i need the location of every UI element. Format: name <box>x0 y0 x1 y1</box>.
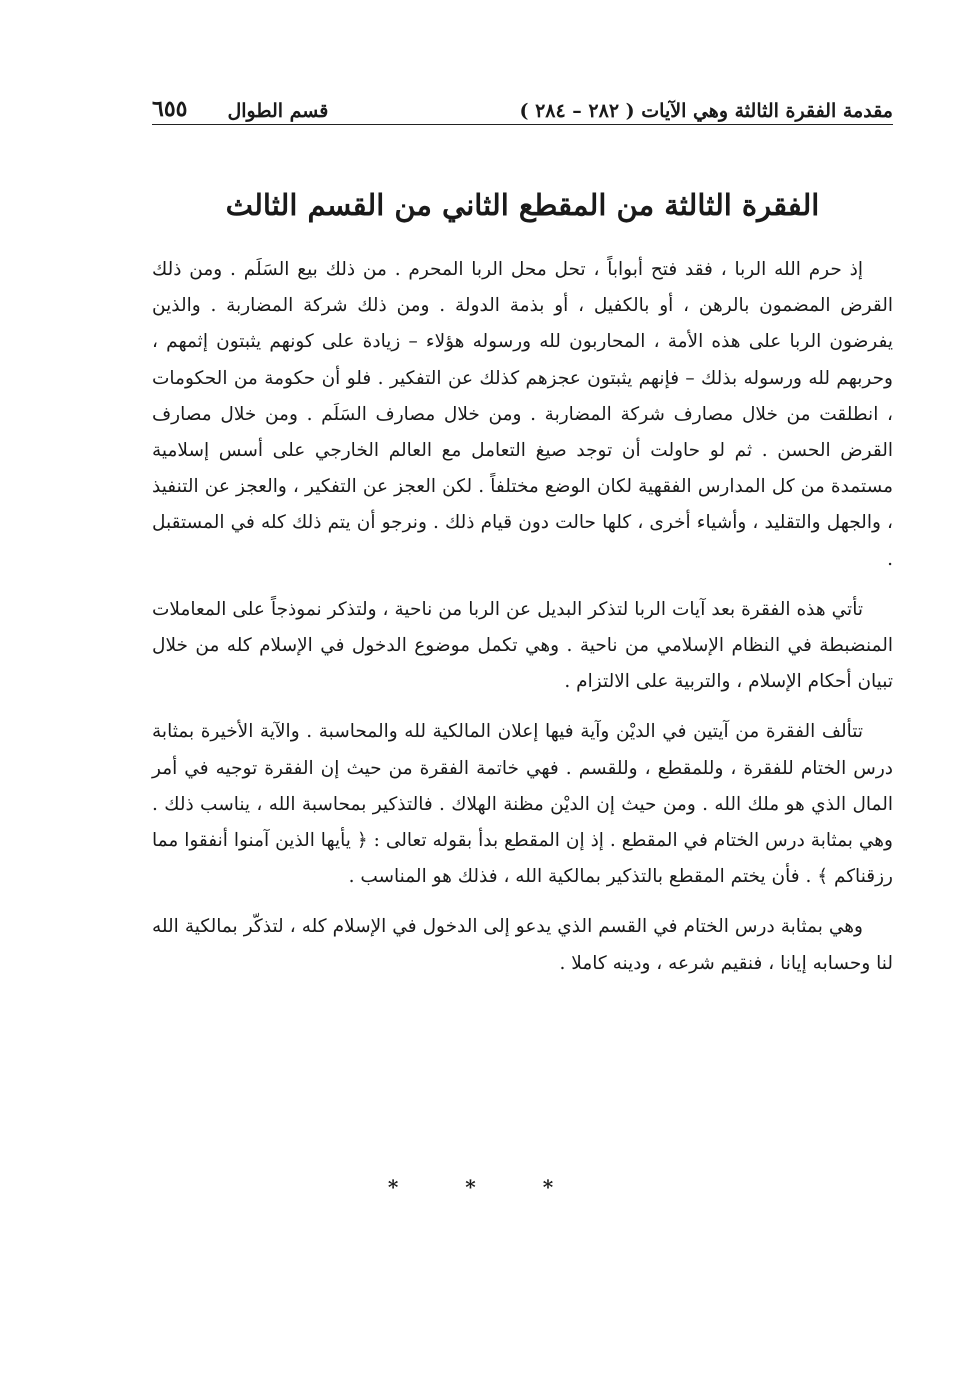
section-separator: * * * <box>387 1175 584 1199</box>
paragraph-4: وهي بمثابة درس الختام في القسم الذي يدعو إلى الدخول في الإسلام كله ، لتذكّر بمالكية الله لنا وحسابه إيانا ، فنقيم شرعه ، ودينه كاملا . <box>152 916 893 974</box>
body-text <box>152 252 893 996</box>
page-number: ٦٥٥ <box>152 96 188 122</box>
section-name: قسم الطوال <box>227 100 329 122</box>
paragraph-2: تأتي هذه الفقرة بعد آيات الربا لتذكر البديل عن الربا من ناحية ، ولتذكر نموذجاً على المعاملات المنضبطة في النظام الإسلامي من ناحية . وهي تكمل موضوع الدخول في الإسلام كله من خلال تبيان أحكام الإسلام ، والتربية على الالتزام . <box>152 598 893 693</box>
header-left-group <box>152 96 328 122</box>
header-rule <box>152 124 893 125</box>
paragraph-1: إذ حرم الله الربا ، فقد فتح أبواباً ، تحل محل الربا المحرم . من ذلك بيع السَلَم . ومن ذلك القرض المضمون بالرهن ، أو بالكفيل ، أو بذمة الدولة . ومن ذلك شركة المضاربة . والذين يفرضون الربا على هذه الأمة ، المحاربون لله ورسوله هؤلاء – زيادة على كونهم يثبتون إثمهم ، وحربهم لله ورسوله بذلك – فإنهم يثبتون عجزهم كذلك عن التفكير . فلو أن حكومة من الحكومات ، انطلقت من خلال مصارف شركة المضاربة . ومن خلال مصارف السَلَم . ومن خلال مصارف القرض الحسن . ثم لو حاولت أن توجد صيغ التعامل مع العالم الخارجي على أسس إسلامية مستمدة من كل المدارس الفقهية لكان الوضع مختلفاً . لكن العجز عن التفكير ، والعجز عن التنفيذ ، والجهل والتقليد ، وأشياء أخرى ، كلها حالت دون قيام ذلك . ونرجو أن يتم ذلك كله في المستقبل . <box>152 259 893 570</box>
paragraph-3: تتألف الفقرة من آيتين في الديْن وآية فيها إعلان المالكية لله والمحاسبة . والآية الأخيرة بمثابة درس الختام للفقرة ، وللمقطع ، وللقسم . فهي خاتمة الفقرة من حيث إن الفقرة توجيه في أمر المال الذي هو ملك الله . ومن حيث إن الديْن مظنة الهلاك . فالتذكير بمحاسبة الله ، يناسب ذلك . وهي بمثابة درس الختام في المقطع . إذ إن المقطع بدأ بقوله تعالى : ﴿ يأيها الذين آمنوا أنفقوا مما رزقناكم ﴾ . فأن يختم المقطع بالتذكير بمالكية الله ، فذلك هو المناسب . <box>152 721 893 888</box>
page-header <box>152 86 893 122</box>
running-title: مقدمة الفقرة الثالثة وهي الآيات ( ٢٨٢ – ٢٨٤ ) <box>519 100 893 122</box>
section-heading: الفقرة الثالثة من المقطع الثاني من القسم الثالث <box>225 188 820 222</box>
